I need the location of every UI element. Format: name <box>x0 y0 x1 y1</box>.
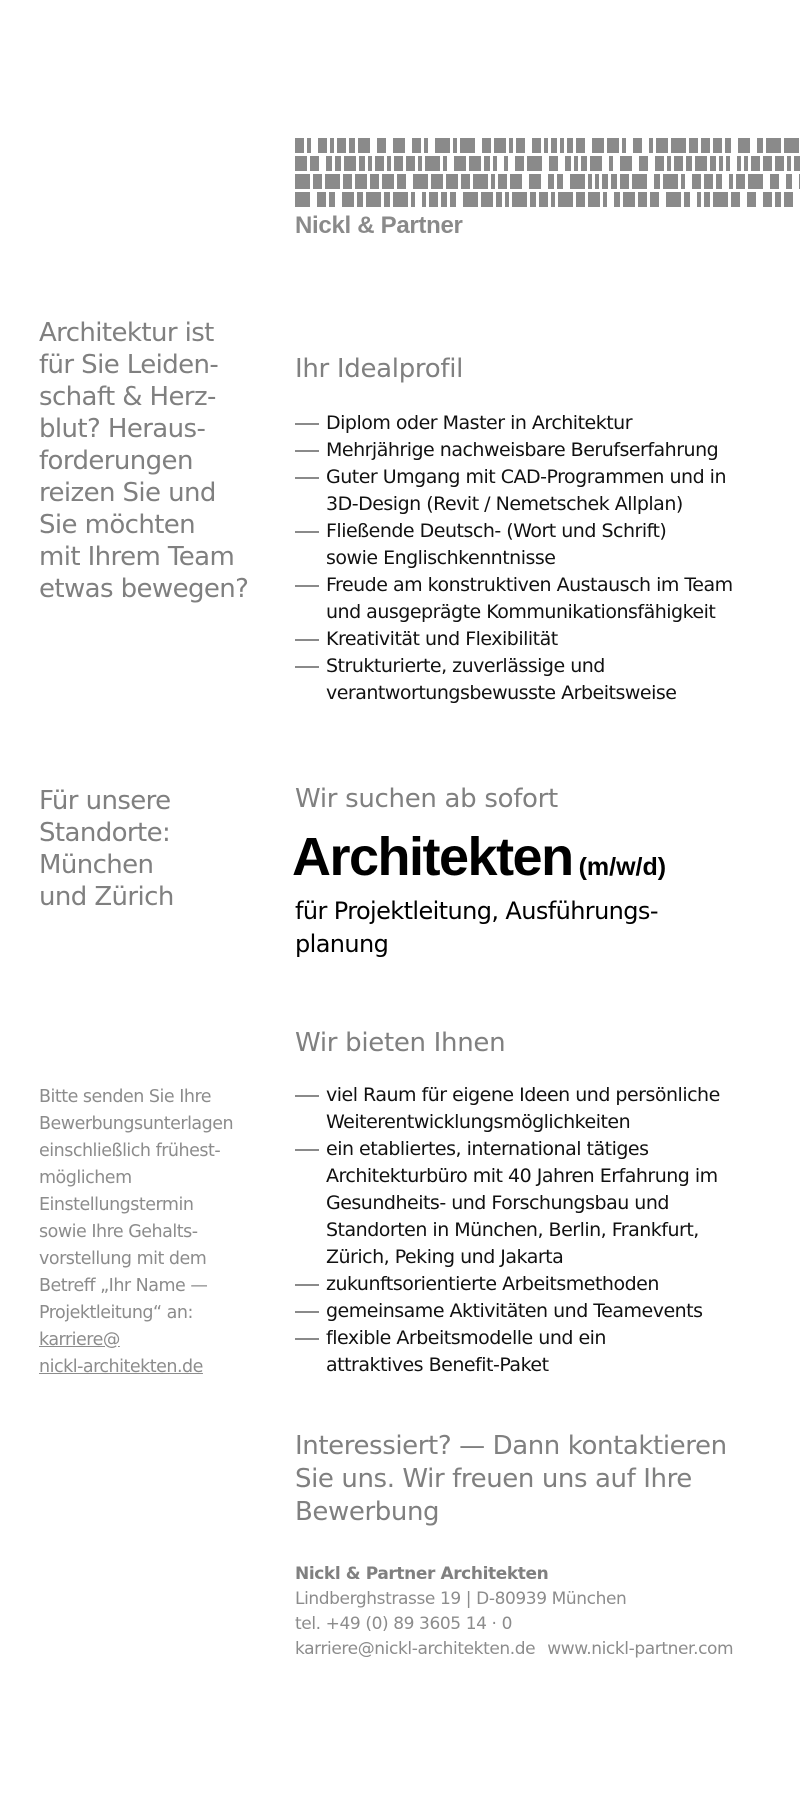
list-item-line: Zürich, Peking und Jakarta <box>326 1246 564 1268</box>
logo-bar <box>425 156 440 171</box>
logo-bar <box>632 174 647 189</box>
job-title-main: Architekten <box>292 827 573 887</box>
list-item-line: gemeinsame Aktivitäten und Teamevents <box>326 1300 703 1322</box>
intro-line: Sie möchten <box>39 510 196 540</box>
logo-bar <box>307 138 311 153</box>
logo-bar <box>516 138 525 153</box>
logo-bar <box>539 192 548 207</box>
logo-bar <box>686 156 692 171</box>
profile-heading: Ihr Idealprofil <box>295 354 464 384</box>
logo-bar <box>325 174 340 189</box>
logo-bar <box>692 174 701 189</box>
logo-bar <box>786 174 792 189</box>
logo-bar <box>530 192 536 207</box>
list-item <box>295 437 795 464</box>
logo-bar <box>736 174 745 189</box>
logo-bar <box>375 156 384 171</box>
logo-bar <box>766 138 781 153</box>
application-line: einschließlich frühest- <box>39 1141 221 1161</box>
locations-line: Für unsere <box>39 786 171 816</box>
logo-bar <box>574 156 578 171</box>
logo-barcode-row <box>295 174 800 189</box>
logo-bar <box>775 156 784 171</box>
em-dash-bullet-icon <box>295 1311 319 1313</box>
logo-wordmark: Nickl & Partner <box>295 212 463 239</box>
locations-line: und Zürich <box>39 882 174 912</box>
logo-bar <box>505 192 509 207</box>
logo-bar <box>719 156 723 171</box>
logo-bar <box>330 138 334 153</box>
logo-bar <box>443 156 447 171</box>
logo-bar <box>310 156 319 171</box>
em-dash-bullet-icon <box>295 1338 319 1340</box>
intro-line: mit Ihrem Team <box>39 542 235 572</box>
logo-bar <box>357 192 363 207</box>
logo-bar <box>337 138 346 153</box>
list-item-line: verantwortungsbewusste Arbeitsweise <box>326 682 677 704</box>
application-line: Bitte senden Sie Ihre <box>39 1087 212 1107</box>
logo-bar <box>654 174 660 189</box>
logo-bar <box>689 138 698 153</box>
logo-bar <box>460 138 475 153</box>
list-item-line: attraktives Benefit-Paket <box>326 1354 549 1376</box>
intro-line: Architektur ist <box>39 318 214 348</box>
footer-email-link[interactable]: karriere@nickl-architekten.de <box>295 1639 536 1659</box>
logo-bar <box>493 156 497 171</box>
logo-bar <box>603 192 607 207</box>
logo-bar <box>681 174 685 189</box>
logo-bar <box>295 174 310 189</box>
cta-line: Sie uns. Wir freuen uns auf Ihre <box>295 1464 692 1494</box>
logo-bar <box>560 138 564 153</box>
logo-bar <box>412 138 421 153</box>
intro-line: forderungen <box>39 446 193 476</box>
logo-bar <box>607 138 619 153</box>
logo-bar <box>335 156 341 171</box>
logo-bar <box>557 174 563 189</box>
logo-bar <box>481 192 493 207</box>
logo-bar <box>431 174 443 189</box>
intro-line: schaft & Herz- <box>39 382 216 412</box>
application-line: Betreff „Ihr Name — <box>39 1276 208 1296</box>
logo-bar <box>504 156 508 171</box>
logo-bar <box>491 174 495 189</box>
logo-bar <box>567 138 573 153</box>
logo-bar <box>666 192 681 207</box>
list-item <box>295 653 795 707</box>
logo-bar <box>424 138 428 153</box>
logo-bar <box>588 192 600 207</box>
logo-bar <box>397 174 406 189</box>
profile-list <box>295 410 795 707</box>
list-item <box>295 464 795 518</box>
call-to-action <box>295 1430 795 1529</box>
logo-barcode-graphic <box>295 138 800 208</box>
logo-bar <box>450 192 456 207</box>
intro-line: etwas bewegen? <box>39 574 249 604</box>
logo-bar <box>650 192 659 207</box>
list-item-line: Gesundheits- und Forschungsbau und <box>326 1192 669 1214</box>
list-item-line: und ausgeprägte Kommunikationsfähigkeit <box>326 601 716 623</box>
logo-bar <box>454 156 466 171</box>
logo-bar <box>317 192 326 207</box>
logo-bar <box>551 192 555 207</box>
em-dash-bullet-icon <box>295 531 319 533</box>
logo-bar <box>349 138 355 153</box>
logo-bar <box>544 138 548 153</box>
logo-bar <box>295 192 310 207</box>
cta-line: Interessiert? — Dann kontaktieren <box>295 1431 727 1461</box>
logo-bar <box>295 156 307 171</box>
intro-line: für Sie Leiden- <box>39 350 219 380</box>
logo-bar <box>602 174 608 189</box>
em-dash-bullet-icon <box>295 1095 319 1097</box>
logo-bar <box>329 192 335 207</box>
logo-bar <box>716 174 722 189</box>
em-dash-bullet-icon <box>295 1284 319 1286</box>
list-item <box>295 1136 795 1271</box>
logo-bar <box>656 138 668 153</box>
logo-bar <box>482 138 491 153</box>
logo-bar <box>529 174 541 189</box>
logo-bar <box>726 156 730 171</box>
logo-bar <box>382 174 394 189</box>
list-item-line: viel Raum für eigene Ideen und persönliche <box>326 1084 720 1106</box>
list-item <box>295 626 795 653</box>
list-item-line: Weiterentwicklungsmöglichkeiten <box>326 1111 631 1133</box>
list-item <box>295 1082 795 1136</box>
logo-bar <box>473 174 488 189</box>
locations-line: München <box>39 850 154 880</box>
list-item-line: Strukturierte, zuverlässige und <box>326 655 605 677</box>
logo-bar <box>590 156 602 171</box>
logo-bar <box>509 138 513 153</box>
logo-bar <box>461 174 470 189</box>
logo-bar <box>326 156 332 171</box>
application-email-link[interactable] <box>39 1330 203 1377</box>
logo-bar <box>770 174 779 189</box>
logo-bar <box>713 138 722 153</box>
logo-bar <box>548 174 554 189</box>
logo-bar <box>576 192 585 207</box>
logo-bar <box>295 138 304 153</box>
job-subtitle-line: planung <box>295 930 389 958</box>
job-subtitle-line: für Projektleitung, Ausführungs- <box>295 897 658 925</box>
logo-bar <box>674 156 683 171</box>
logo-bar <box>498 174 507 189</box>
logo-bar <box>592 138 604 153</box>
job-subtitle <box>295 895 775 961</box>
logo-bar <box>588 174 592 189</box>
logo-bar <box>318 138 327 153</box>
logo-bar <box>469 156 481 171</box>
logo-bar <box>406 156 415 171</box>
logo-bar <box>484 156 490 171</box>
logo-bar <box>747 192 756 207</box>
logo-bar <box>515 156 524 171</box>
list-item-line: Mehrjährige nachweisbare Berufserfahrung <box>326 439 719 461</box>
application-line: sowie Ihre Gehalts- <box>39 1222 198 1242</box>
logo-bar <box>775 192 781 207</box>
logo-bar <box>622 138 626 153</box>
logo-bar <box>710 156 716 171</box>
logo-bar <box>429 192 438 207</box>
list-item-line: Guter Umgang mit CAD-Programmen und in <box>326 466 726 488</box>
list-item <box>295 1325 795 1379</box>
list-item-line: zukunftsorientierte Arbeitsmethoden <box>326 1273 659 1295</box>
contact-footer <box>295 1562 795 1662</box>
logo-bar <box>387 156 391 171</box>
logo-bar <box>441 192 447 207</box>
logo-bar <box>393 192 408 207</box>
intro-text <box>39 317 269 605</box>
logo-bar <box>384 192 390 207</box>
list-item <box>295 572 795 626</box>
logo-bar <box>751 156 760 171</box>
logo-bar <box>731 192 740 207</box>
list-item-line: sowie Englischkenntnisse <box>326 547 556 569</box>
job-title <box>292 826 666 888</box>
logo-bar <box>342 192 354 207</box>
logo-bar <box>413 174 428 189</box>
offer-heading: Wir bieten Ihnen <box>295 1028 506 1058</box>
intro-line: reizen Sie und <box>39 478 216 508</box>
intro-line: blut? Heraus- <box>39 414 206 444</box>
logo-bar <box>784 138 799 153</box>
em-dash-bullet-icon <box>295 1149 319 1151</box>
list-item-line: 3D-Design (Revit / Nemetschek Allplan) <box>326 493 683 515</box>
logo-bar <box>794 156 800 171</box>
job-intro: Wir suchen ab sofort <box>295 784 558 814</box>
logo-bar <box>713 192 728 207</box>
list-item-line: ein etabliertes, international tätiges <box>326 1138 649 1160</box>
list-item <box>295 518 795 572</box>
logo-bar <box>701 138 710 153</box>
logo-bar <box>787 156 791 171</box>
logo-bar <box>609 156 613 171</box>
application-line: Einstellungstermin <box>39 1195 194 1215</box>
logo-bar <box>737 156 741 171</box>
footer-phone: tel. +49 (0) 89 3605 14 · 0 <box>295 1614 512 1634</box>
logo-bar <box>512 192 527 207</box>
list-item-line: Diplom oder Master in Architektur <box>326 412 633 434</box>
logo-bar <box>684 192 690 207</box>
logo-bar <box>565 156 571 171</box>
em-dash-bullet-icon <box>295 666 319 668</box>
logo-bar <box>532 138 541 153</box>
logo-bar <box>446 174 458 189</box>
logo-bar <box>358 138 370 153</box>
logo-bar <box>496 192 502 207</box>
logo-bar <box>435 138 450 153</box>
logo-barcode-row <box>295 192 800 207</box>
logo-bar <box>620 174 629 189</box>
logo-bar <box>558 192 573 207</box>
logo-bar <box>748 174 763 189</box>
list-item-line: flexible Arbeitsmodelle und ein <box>326 1327 606 1349</box>
application-line: Bewerbungsunterlagen <box>39 1114 234 1134</box>
job-title-suffix: (m/w/d) <box>578 853 667 881</box>
logo-bar <box>463 192 478 207</box>
logo-bar <box>570 174 585 189</box>
logo-bar <box>343 174 352 189</box>
logo-bar <box>697 192 701 207</box>
em-dash-bullet-icon <box>295 585 319 587</box>
list-item <box>295 410 795 437</box>
logo-bar <box>359 156 365 171</box>
logo-bar <box>595 174 599 189</box>
logo-bar <box>633 138 642 153</box>
logo-barcode-row <box>295 138 800 153</box>
list-item <box>295 1298 795 1325</box>
logo-bar <box>704 174 713 189</box>
list-item-line: Architekturbüro mit 40 Jahren Erfahrung im <box>326 1165 718 1187</box>
logo-bar <box>763 192 772 207</box>
logo-bar <box>411 192 415 207</box>
logo-bar <box>623 192 635 207</box>
logo-bar <box>377 138 386 153</box>
footer-address: Lindberghstrasse 19 | D-80939 München <box>295 1589 627 1609</box>
logo-bar <box>738 138 750 153</box>
logo-bar <box>695 156 707 171</box>
logo-bar <box>638 192 647 207</box>
logo-bar <box>355 174 367 189</box>
logo-bar <box>453 138 457 153</box>
logo-bar <box>763 156 772 171</box>
logo-bar <box>757 138 763 153</box>
logo-bar <box>422 192 426 207</box>
application-line: möglichem <box>39 1168 132 1188</box>
logo-bar <box>784 192 793 207</box>
em-dash-bullet-icon <box>295 477 319 479</box>
logo-bar <box>649 138 653 153</box>
logo-bar <box>667 156 671 171</box>
footer-website-link[interactable]: www.nickl-partner.com <box>547 1639 734 1659</box>
logo-bar <box>494 138 506 153</box>
em-dash-bullet-icon <box>295 450 319 452</box>
application-line: vorstellung mit dem <box>39 1249 207 1269</box>
footer-company: Nickl & Partner Architekten <box>295 1564 549 1584</box>
list-item-line: Freude am konstruktiven Austausch im Team <box>326 574 733 596</box>
logo-bar <box>639 156 648 171</box>
logo-bar <box>393 138 405 153</box>
list-item-line: Standorten in München, Berlin, Frankfurt, <box>326 1219 699 1241</box>
logo-bar <box>620 156 632 171</box>
offer-list <box>295 1082 795 1379</box>
logo-bar <box>368 156 372 171</box>
logo-bar <box>366 192 381 207</box>
logo-bar <box>344 156 356 171</box>
logo-bar <box>725 138 731 153</box>
logo-bar <box>671 138 686 153</box>
application-line: Projektleitung“ an: <box>39 1303 193 1323</box>
logo-bar <box>704 192 710 207</box>
logo-bar <box>614 192 620 207</box>
logo-bar <box>549 156 558 171</box>
list-item-line: Fließende Deutsch- (Wort und Schrift) <box>326 520 667 542</box>
em-dash-bullet-icon <box>295 639 319 641</box>
logo-bar <box>611 174 617 189</box>
logo-bar <box>729 174 733 189</box>
locations-text <box>39 785 269 913</box>
em-dash-bullet-icon <box>295 423 319 425</box>
logo-bar <box>370 174 379 189</box>
logo-bar <box>655 156 664 171</box>
list-item <box>295 1271 795 1298</box>
logo-bar <box>663 174 678 189</box>
logo-bar <box>581 156 587 171</box>
logo-bar <box>394 156 403 171</box>
logo-barcode-row <box>295 156 800 171</box>
logo-bar <box>313 174 322 189</box>
logo-bar <box>510 174 522 189</box>
email-line: nickl-architekten.de <box>39 1357 203 1377</box>
email-line: karriere@ <box>39 1330 120 1350</box>
logo-bar <box>551 138 557 153</box>
application-instructions <box>39 1084 279 1381</box>
logo-bar <box>744 156 748 171</box>
locations-line: Standorte: <box>39 818 171 848</box>
logo-bar <box>527 156 542 171</box>
list-item-line: Kreativität und Flexibilität <box>326 628 558 650</box>
logo-bar <box>418 156 422 171</box>
logo-bar <box>576 138 585 153</box>
cta-line: Bewerbung <box>295 1497 440 1527</box>
